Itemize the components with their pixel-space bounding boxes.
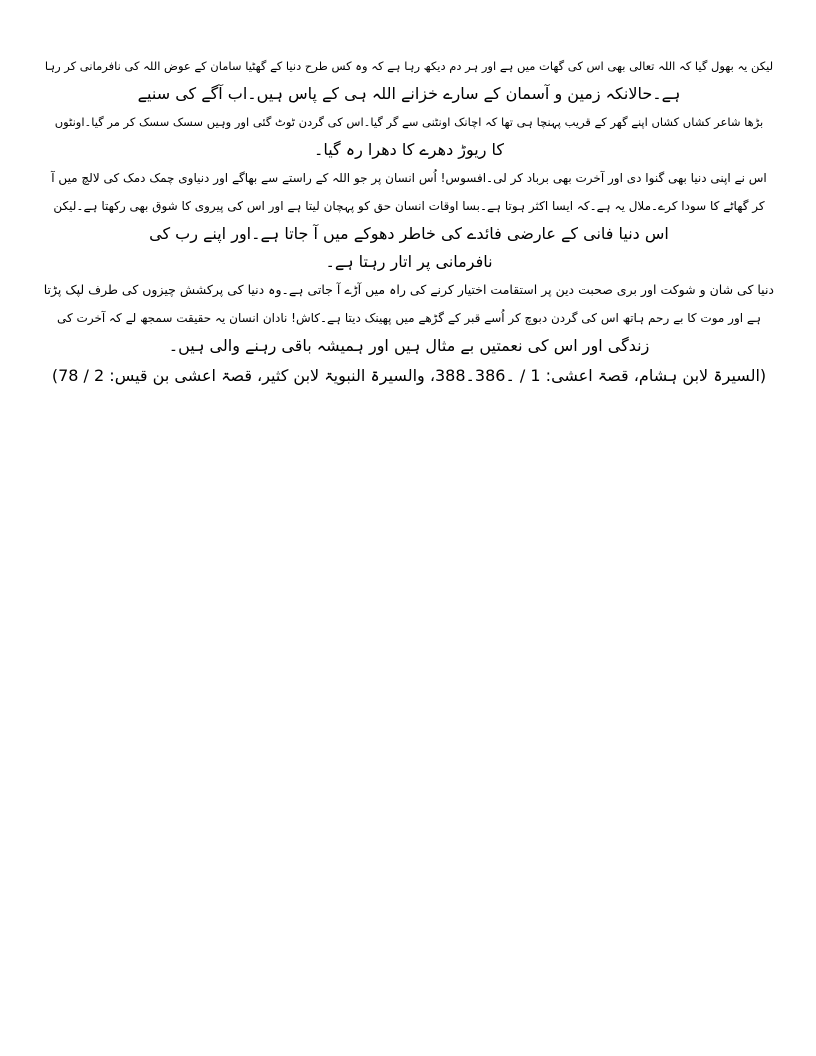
text-line: ہے۔حالانکہ زمین و آسمان کے سارے خزانے اللہ ہی کے پاس ہیں۔اب آگے کی سنیے <box>137 84 681 103</box>
text-line: بڑھا شاعر کشاں کشاں اپنے گھر کے قریب پہنچا ہی تھا کہ اچانک اونٹنی سے گر گیا۔اس کی گردن ٹوٹ گئی اور وہیں سسک سسک کر مر گیا۔اونٹوں <box>54 115 764 129</box>
text-line: نافرمانی پر اتار رہتا ہے۔ <box>325 252 493 271</box>
text-line: دنیا کی شان و شوکت اور بری صحبت دین پر استقامت اختیار کرنے کی راہ میں آڑے آ جاتی ہے۔وہ دنیا کی پرکشش چیزوں کی طرف لپک پڑتا <box>43 282 774 297</box>
text-line: اس دنیا فانی کے عارضی فائدے کی خاطر دھوکے میں آ جاتا ہے۔اور اپنے رب کی <box>149 224 669 243</box>
paragraph-1 <box>44 52 774 108</box>
text-line: اس نے اپنی دنیا بھی گنوا دی اور آخرت بھی برباد کر لی۔افسوس! اُس انسان پر جو اللہ کے راستے سے بھاگے اور دنیاوی چمک دمک کی لالچ میں آ <box>51 171 767 185</box>
paragraph-4 <box>44 276 774 360</box>
text-line: کر گھاٹے کا سودا کرے۔ملال یہ ہے۔کہ ایسا اکثر ہوتا ہے۔بسا اوقات انسان حق کو پہچان لیتا ہے اور اس کی پیروی کا شوق بھی رکھتا ہے۔لیکن <box>53 199 765 213</box>
paragraph-2 <box>44 108 774 164</box>
text-line: ہے اور موت کا بے رحم ہاتھ اس کی گردن دبوچ کر اُسے قبر کے گڑھے میں پھینک دیتا ہے۔کاش! نادان انسان یہ حقیقت سمجھ لے کہ آخرت کی <box>57 311 761 325</box>
paragraph-3 <box>44 164 774 276</box>
text-line: لیکن یہ بھول گیا کہ اللہ تعالی بھی اس کی گھات میں ہے اور ہر دم دیکھ رہا ہے کہ وہ کس طرح دنیا کے گھٹیا سامان کے عوض اللہ کی نافرمانی کر رہا <box>44 59 774 73</box>
citation-text: (السیرۃ لابن ہشام، قصۃ اعشی: 1 / ۔386۔388، والسیرۃ النبویۃ لابن کثیر، قصۃ اعشی بن قیس: 2 / 78) <box>51 366 767 385</box>
citation <box>44 362 774 390</box>
text-line: کا ریوڑ دھرے کا دھرا رہ گیا۔ <box>313 140 505 159</box>
text-line: زندگی اور اس کی نعمتیں بے مثال ہیں اور ہمیشہ باقی رہنے والی ہیں۔ <box>168 336 650 355</box>
article-body <box>44 52 774 390</box>
